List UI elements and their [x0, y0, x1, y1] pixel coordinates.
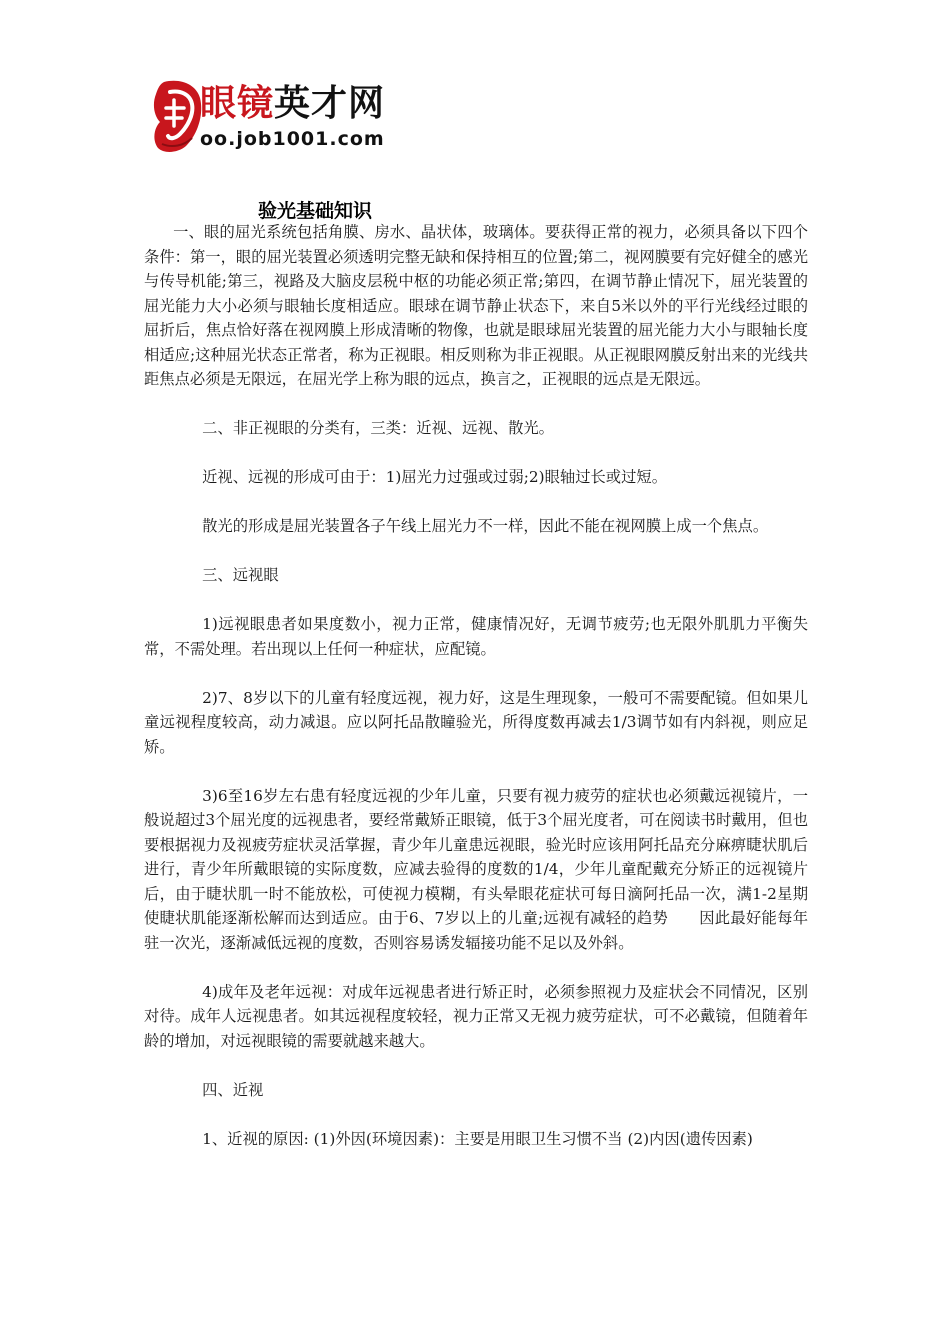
logo-brand-name	[200, 84, 385, 124]
logo-seal-icon	[150, 78, 204, 154]
logo-url: oo.job1001.com	[200, 128, 385, 150]
paragraph-hyperopia-2: 2)7、8岁以下的儿童有轻度远视，视力好，这是生理现象，一般可不需要配镜。但如果儿童远视程度较高，动力减退。应以阿托品散瞳验光，所得度数再减去1/3调节如有内斜视，则应足矫。	[144, 688, 808, 756]
logo-brand-part1: 眼镜	[200, 83, 275, 124]
paragraph-myopia-hyperopia-cause: 近视、远视的形成可由于：1)屈光力过强或过弱;2)眼轴过长或过短。	[202, 468, 667, 486]
section-heading-2: 二、非正视眼的分类有，三类：近视、远视、散光。	[202, 419, 554, 437]
paragraph-hyperopia-1: 1)远视眼患者如果度数小，视力正常，健康情况好，无调节疲劳;也无限外肌肌力平衡失常，不需处理。若出现以上任何一种症状，应配镜。	[144, 615, 808, 658]
paragraph-myopia-cause: 1、近视的原因: (1)外因(环境因素)：主要是用眼卫生习惯不当 (2)内因(遗传因素)	[202, 1129, 753, 1148]
section-heading-3: 三、远视眼	[202, 566, 279, 584]
paragraph-astigmatism-cause: 散光的形成是屈光装置各子午线上屈光力不一样，因此不能在视网膜上成一个焦点。	[202, 517, 769, 535]
site-logo[interactable]	[150, 78, 410, 158]
paragraph-intro: 一、眼的屈光系统包括角膜、房水、晶状体，玻璃体。要获得正常的视力，必须具备以下四个条件：第一，眼的屈光装置必须透明完整无缺和保持相互的位置;第二，视网膜要有完好健全的感光与传导机能;第三，视路及大脑皮层税中枢的功能必须正常;第四，在调节静止情况下，屈光装置的屈光能力大小必须与眼轴长度相适应。眼球在调节静止状态下，来自5米以外的平行光线经过眼的屈折后，焦点恰好落在视网膜上形成清晰的物像，也就是眼球屈光装置的屈光能力大小与眼轴长度相适应;这种屈光状态正常者，称为正视眼。相反则称为非正视眼。从正视眼网膜反射出来的光线共距焦点必须是无限远，在屈光学上称为眼的远点，换言之，正视眼的远点是无限远。	[144, 223, 808, 388]
document-body	[144, 220, 808, 1151]
section-heading-4: 四、近视	[202, 1080, 264, 1099]
paragraph-hyperopia-4: 4)成年及老年远视：对成年远视患者进行矫正时，必须参照视力及症状会不同情况，区别对待。成年人远视患者。如其远视程度较轻，视力正常又无视力疲劳症状，可不必戴镜，但随着年龄的增加，对远视眼镜的需要就越来越大。	[144, 982, 808, 1050]
logo-brand-part2: 英才网	[274, 83, 386, 124]
document-title: 验光基础知识	[258, 200, 373, 222]
paragraph-hyperopia-3: 3)6至16岁左右患有轻度远视的少年儿童，只要有视力疲劳的症状也必须戴远视镜片，一般说超过3个屈光度的远视患者，要经常戴矫正眼镜，低于3个屈光度者，可在阅读书时戴用，但也要根据视力及视疲劳症状灵活掌握，青少年儿童患远视眼，验光时应该用阿托品充分麻痹睫状肌后进行，青少年所戴眼镜的实际度数，应减去验得的度数的1/4，少年儿童配戴充分矫正的远视镜片后，由于睫状肌一时不能放松，可使视力模糊，有头晕眼花症状可每日滴阿托品一次，满1-2星期使睫状肌能逐渐松解而达到适应。由于6、7岁以上的儿童;远视有减轻的趋势 因此最好能每年驻一次光，逐渐减低远视的度数，否则容易诱发辐接功能不足以及外斜。	[144, 786, 808, 952]
